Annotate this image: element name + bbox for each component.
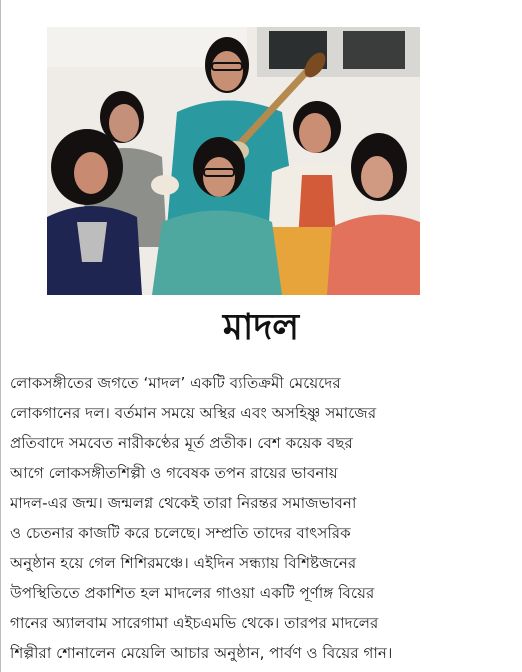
article-line: উপস্থিতিতে প্রকাশিত হল মাদলের গাওয়া একটি পূর্ণাঙ্গ বিয়ের — [10, 584, 375, 602]
cut-off-previous-text-strip — [0, 0, 522, 6]
article-line: লোকগানের দল। বর্তমান সময়ে অস্থির এবং অসহিষ্ণু সমাজের — [10, 404, 377, 422]
article-line: ও চেতনার কাজটি করে চলেছে। সম্প্রতি তাদের বাৎসরিক — [10, 524, 351, 542]
article-line: অনুষ্ঠান হয়ে গেল শিশিরমঞ্চে। এইদিন সন্ধ্যায় বিশিষ্টজনের — [10, 554, 357, 572]
article-line: আগে লোকসঙ্গীতশিল্পী ও গবেষক তপন রায়ের ভাবনায় — [10, 464, 338, 482]
article-line: গানের অ্যালবাম সারেগামা এইচএমভি থেকে। তারপর মাদলের — [10, 614, 379, 632]
article-line: প্রতিবাদে সমবেত নারীকণ্ঠের মূর্ত প্রতীক। বেশ কয়েক বছর — [10, 434, 353, 452]
article-headline: মাদল — [222, 306, 300, 348]
article-line: লোকসঙ্গীতের জগতে ‘মাদল’ একটি ব্যতিক্রমী মেয়েদের — [10, 374, 341, 392]
group-photo — [47, 27, 420, 295]
article-body — [10, 368, 510, 668]
group-photo-illustration — [47, 27, 420, 295]
article-line: শিল্পীরা শোনালেন মেয়েলি আচার অনুষ্ঠান, পার্বণ ও বিয়ের গান। — [10, 644, 393, 662]
article-line: মাদল-এর জন্ম। জন্মলগ্ন থেকেই তারা নিরন্তর সমাজভাবনা — [10, 494, 357, 512]
